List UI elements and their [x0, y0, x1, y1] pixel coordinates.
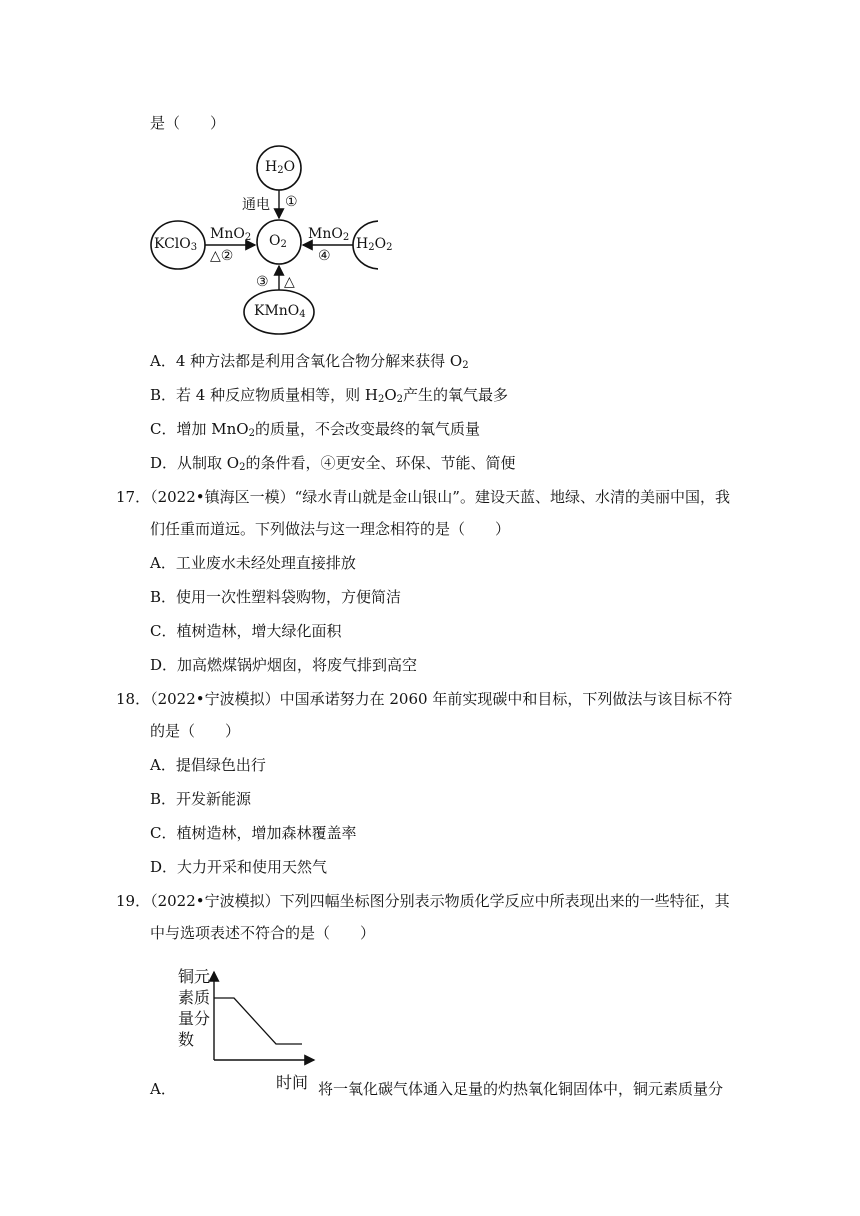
graph-ylabel-2: 素质	[178, 988, 211, 1007]
q19-stem-line2: 中与选项表述不符合的是（ ）	[150, 924, 376, 942]
label-h2o2: $H_2O_2$	[356, 236, 393, 253]
q18-stem-line1: 18．（2022•宁波模拟）中国承诺努力在 2060 年前实现碳中和目标，下列做法与该目标不符	[116, 690, 733, 708]
cond-heat-3: △	[284, 274, 295, 290]
q18-option-a: A．提倡绿色出行	[150, 756, 266, 774]
q18-option-d: D．大力开采和使用天然气	[150, 858, 328, 876]
q17-option-c: C．植树造林，增大绿化面积	[150, 622, 342, 640]
label-o2: $O_2$	[269, 233, 287, 250]
cu-mass-fraction-line	[214, 998, 302, 1044]
q16-option-d: D．从制取 $O_2$的条件看，④更安全、环保、节能、简便	[150, 454, 516, 473]
cat-mno2-right: MnO$_2$	[308, 226, 350, 243]
graph-ylabel-3: 量分	[178, 1009, 211, 1028]
q16-option-c: C．增加 MnO$_2$的质量，不会改变最终的氧气质量	[150, 420, 480, 439]
label-h2o: $H_2O$	[265, 159, 296, 176]
q17-stem-line1: 17．（2022•镇海区一模）“绿水青山就是金山银山”。建设天蓝、地绿、水清的美丽中国，我	[116, 488, 730, 506]
q17-option-d: D．加高燃煤锅炉烟囱，将废气排到高空	[150, 656, 418, 674]
q17-stem-line2: 们任重而道远。下列做法与这一理念相符的是（ ）	[150, 520, 511, 538]
q16-option-a: A．4 种方法都是利用含氧化合物分解来获得 $O_2$	[150, 352, 469, 371]
q19-option-a-text: 将一氧化碳气体通入足量的灼热氧化铜固体中，铜元素质量分	[318, 1080, 724, 1098]
q18-option-c: C．植树造林，增加森林覆盖率	[150, 824, 357, 842]
num-1: ①	[285, 194, 298, 210]
cond-electrolysis: 通电	[242, 197, 270, 213]
num-4: ④	[318, 248, 331, 264]
graph-axes	[172, 966, 322, 1070]
q16-stem-tail: 是（ ）	[150, 114, 226, 132]
q17-option-b: B．使用一次性塑料袋购物，方便简洁	[150, 588, 402, 606]
q16-option-b: B．若 4 种反应物质量相等，则 $H_2O_2$产生的氧气最多	[150, 386, 509, 405]
q19-option-a-letter: A．	[150, 1080, 176, 1098]
q17-option-a: A．工业废水未经处理直接排放	[150, 554, 356, 572]
q19-stem-line1: 19．（2022•宁波模拟）下列四幅坐标图分别表示物质化学反应中所表现出来的一些特征，其	[116, 892, 730, 910]
graph-ylabel-4: 数	[178, 1030, 195, 1049]
label-kmno4: KMnO$_4$	[254, 303, 306, 320]
label-kclo3: KClO$_3$	[154, 236, 198, 253]
q18-stem-line2: 的是（ ）	[150, 722, 241, 740]
q19-graph-a	[172, 966, 322, 1070]
oxygen-preparation-diagram	[148, 142, 393, 337]
graph-xlabel: 时间	[276, 1073, 309, 1092]
q18-option-b: B．开发新能源	[150, 790, 252, 808]
cat-mno2-left: MnO$_2$	[210, 226, 252, 243]
num-3: ③	[256, 274, 269, 290]
graph-ylabel-1: 铜元	[178, 967, 211, 986]
cond-heat-2: △②	[210, 248, 234, 264]
